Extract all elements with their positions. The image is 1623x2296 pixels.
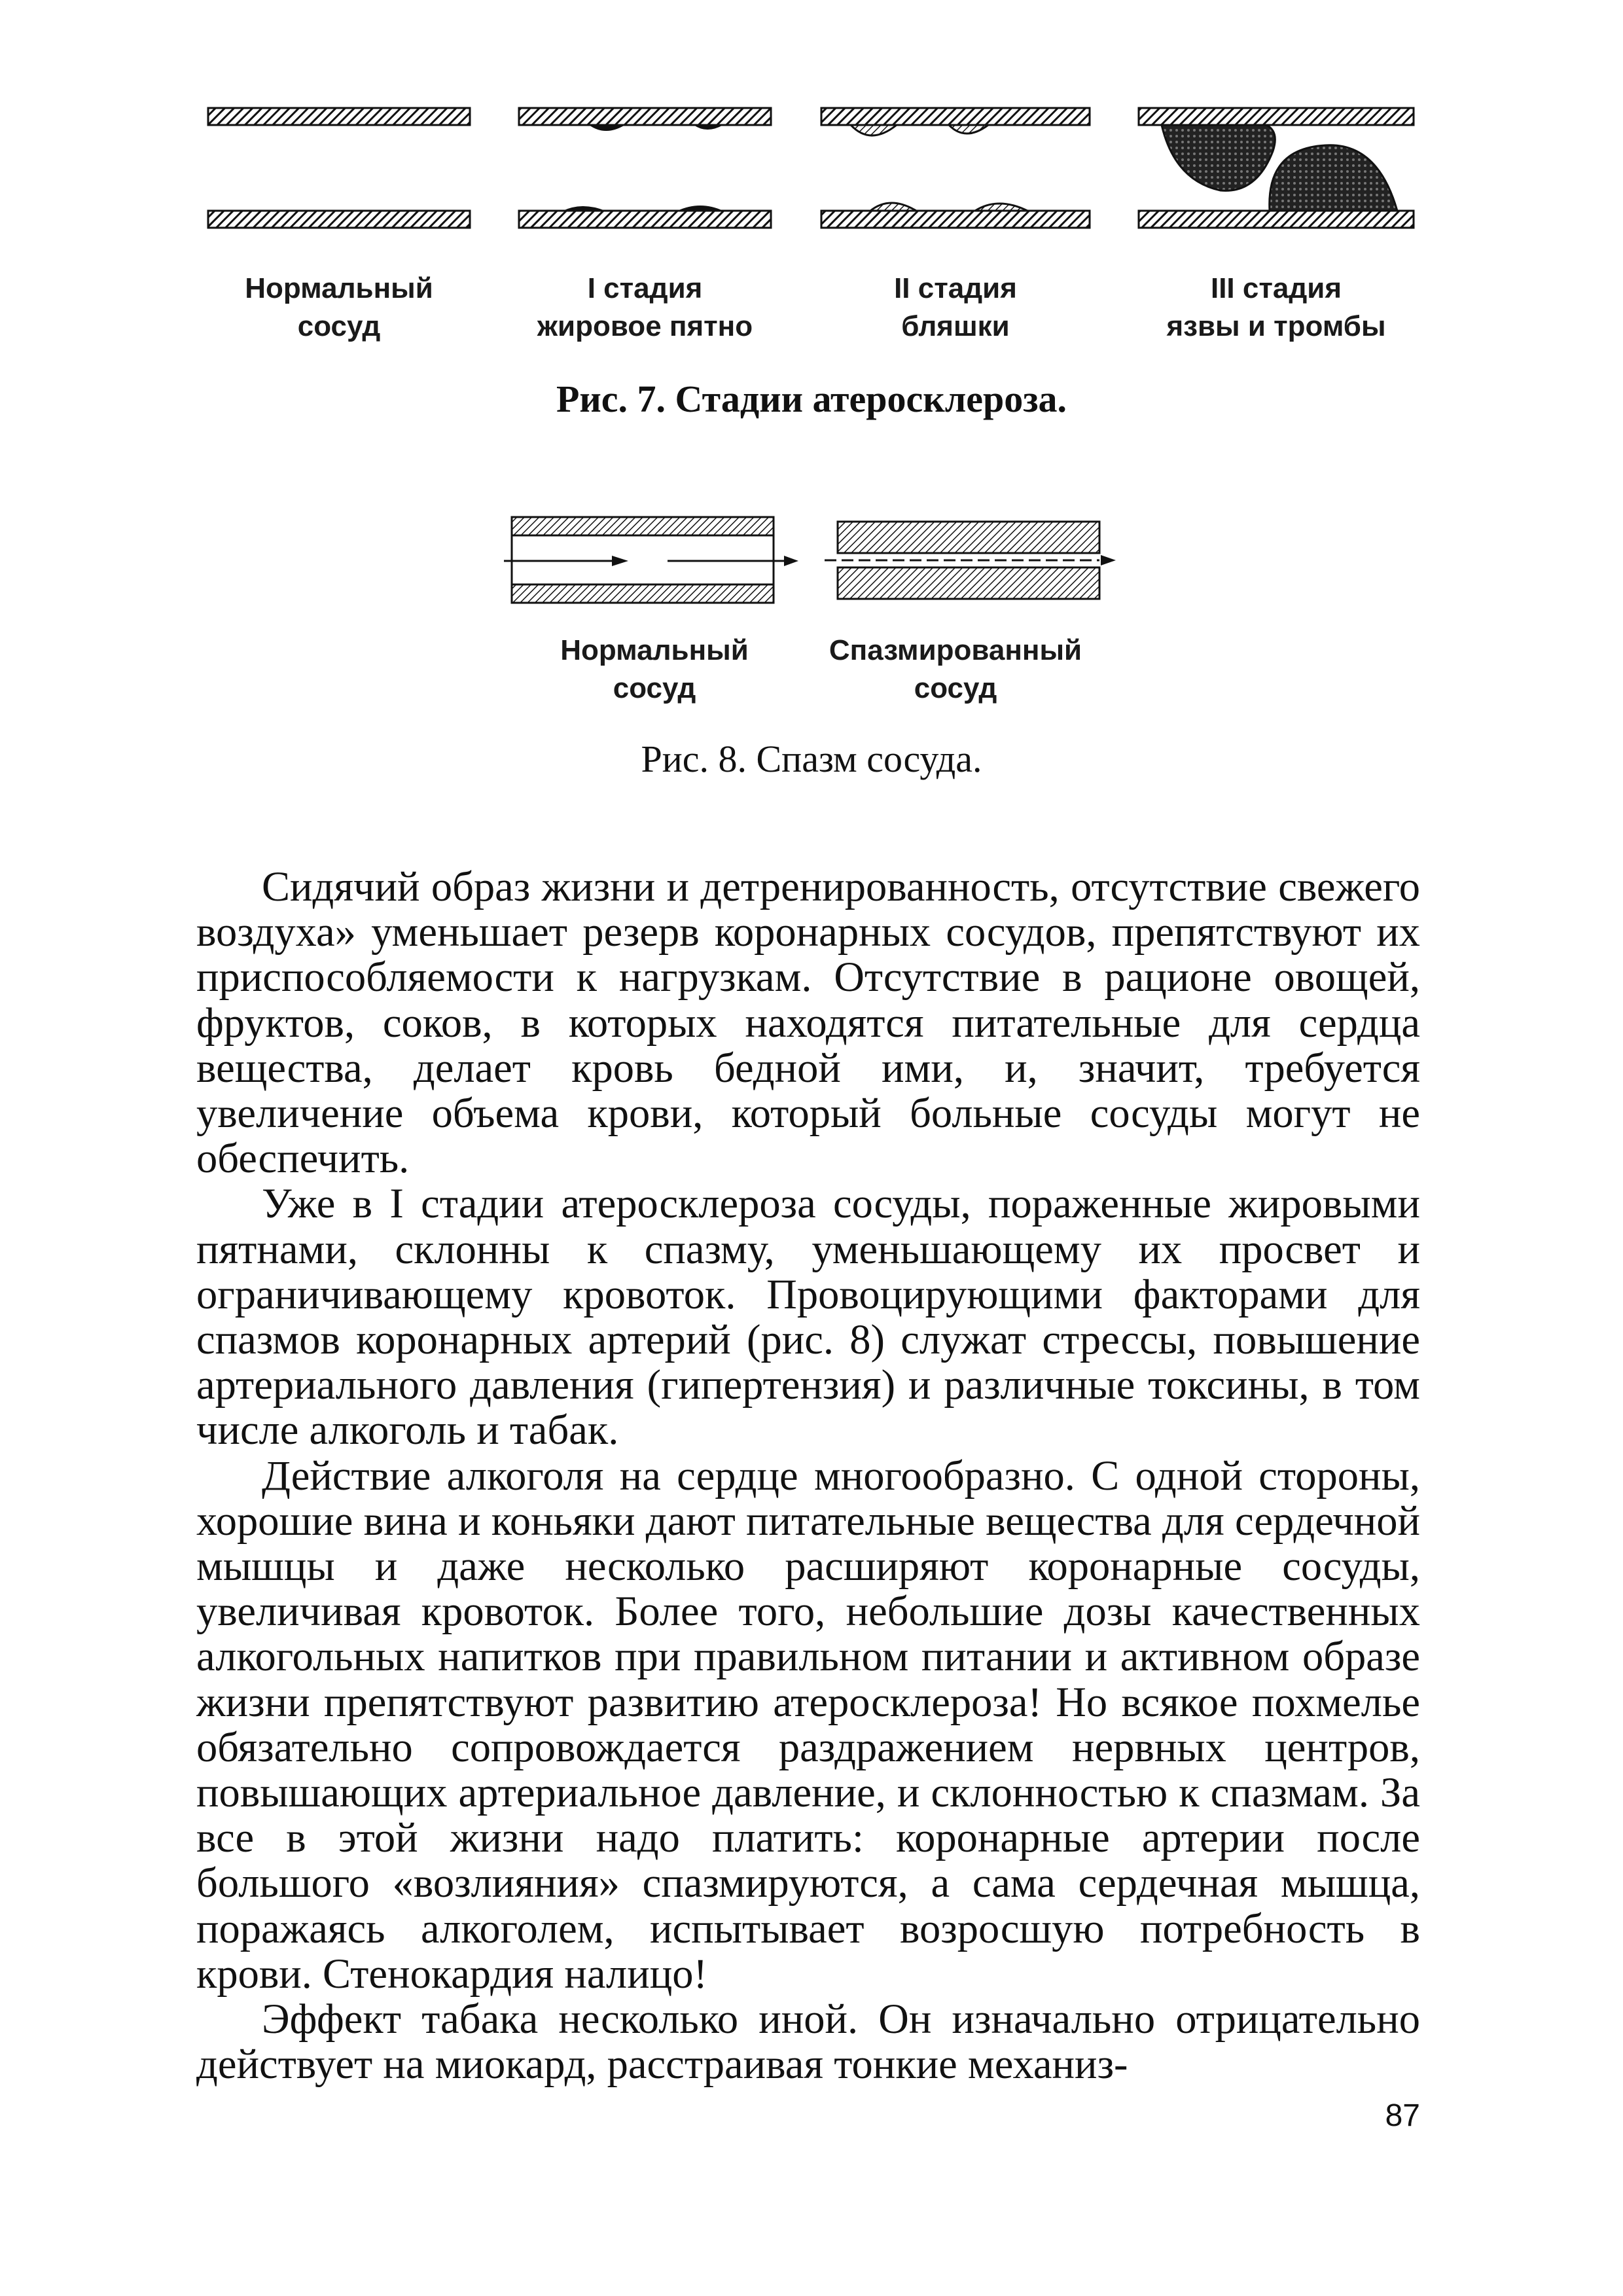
- page-number: 87: [1385, 2098, 1420, 2133]
- figure-7-illustration: [196, 98, 1427, 249]
- figure-8-label-spasm: Спазмированный сосуд: [829, 634, 1082, 704]
- vessel-stage-1: [519, 108, 771, 228]
- stage-label-2: II стадия бляшки: [894, 272, 1017, 342]
- paragraph: Действие алкоголя на сердце многообразно. С одной стороны, хорошие вина и коньяки дают питательные вещества для сердечной мышцы и даже несколько расширяют коронарные сосуды, увеличивая кровоток. Более того, небольшие дозы качественных алкогольных напитков при правильном питании и активном образе жизни препятствуют развитию атеросклероза! Но всякое похмелье обязательно сопровождается раздражением нервных центров, повышающих артериальное давление, и склонностью к спазмам. За все в этой жизни надо платить: коронарные артерии после большого «возлияния» спазмируются, а сама сердечная мышца, поражаясь алкоголем, испытывает возросшую потребность в крови. Стенокардия налицо!: [196, 1452, 1420, 1997]
- body-text: [196, 864, 1420, 2087]
- stage-label-normal: Нормальный сосуд: [245, 272, 433, 342]
- figure-8-label-normal: Нормальный сосуд: [560, 634, 749, 704]
- figure-8-caption: Рис. 8. Спазм сосуда.: [641, 738, 982, 780]
- stage-label-3: III стадия язвы и тромбы: [1166, 272, 1386, 342]
- figure-7-caption: Рис. 7. Стадии атеросклероза.: [556, 378, 1067, 420]
- figure-8-illustration: [504, 507, 1119, 612]
- vessel-normal: [208, 108, 470, 228]
- stage-label-1: I стадия жировое пятно: [537, 272, 753, 342]
- vessel-stage-3: [1139, 108, 1414, 228]
- paragraph: Сидячий образ жизни и детренированность, отсутствие свежего воздуха» уменьшает резерв коронарных сосудов, препятствуют их приспособляемости к нагрузкам. Отсутствие в рационе овощей, фруктов, соков, в которых находятся питательные для сердца вещества, делает кровь бедной ими, и, значит, требуется увеличение объема крови, который больные сосуды могут не обеспечить.: [196, 863, 1420, 1182]
- vessel-spasmed: [825, 522, 1116, 599]
- paragraph: Уже в I стадии атеросклероза сосуды, пораженные жировыми пятнами, склонны к спазму, уменьшающему их просвет и ограничивающему кровоток. Провоцирующими факторами для спазмов коронарных артерий (рис. 8) служат стрессы, повышение артериального давления (гипертензия) и различные токсины, в том числе алкоголь и табак.: [196, 1180, 1420, 1454]
- vessel-stage-2: [821, 108, 1090, 228]
- vessel-normal-spasm-figure: [504, 517, 798, 603]
- paragraph: Эффект табака несколько иной. Он изначально отрицательно действует на миокард, расстраивая тонкие механиз-: [196, 1996, 1420, 2088]
